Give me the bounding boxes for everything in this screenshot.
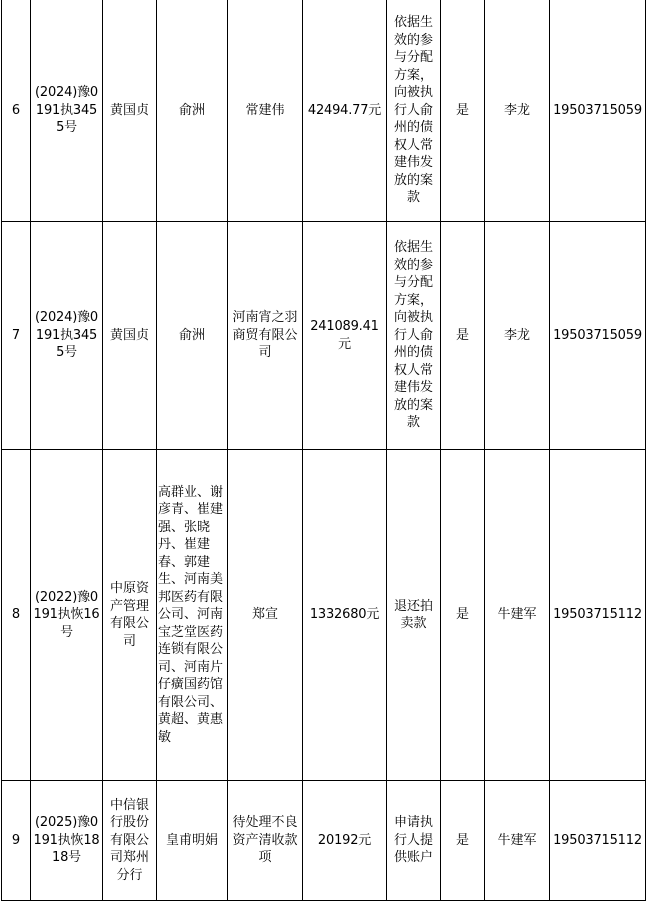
case-number: (2024)豫0191执3455号 bbox=[31, 222, 103, 450]
judge: 李龙 bbox=[485, 222, 550, 450]
amount: 241089.41元 bbox=[303, 222, 387, 450]
confirmed: 是 bbox=[441, 450, 485, 781]
respondent: 高群业、谢彦青、崔建强、张晓丹、崔建春、郭建生、河南美邦医药有限公司、河南宝芝堂医药连锁有限公司、河南片仔癀国药馆有限公司、黄超、黄惠敏 bbox=[157, 450, 228, 781]
confirmed: 是 bbox=[441, 0, 485, 222]
table-row bbox=[2, 0, 646, 222]
row-index: 9 bbox=[2, 781, 31, 901]
phone: 19503715059 bbox=[550, 0, 646, 222]
table-row bbox=[2, 450, 646, 781]
case-number: (2025)豫0191执恢1818号 bbox=[31, 781, 103, 901]
phone: 19503715112 bbox=[550, 450, 646, 781]
phone: 19503715112 bbox=[550, 781, 646, 901]
confirmed: 是 bbox=[441, 781, 485, 901]
amount: 20192元 bbox=[303, 781, 387, 901]
judge: 李龙 bbox=[485, 0, 550, 222]
reason: 申请执行人提供账户 bbox=[387, 781, 441, 901]
case-number: (2022)豫0191执恢16号 bbox=[31, 450, 103, 781]
applicant: 中信银行股份有限公司郑州分行 bbox=[103, 781, 157, 901]
confirmed: 是 bbox=[441, 222, 485, 450]
applicant: 黄国贞 bbox=[103, 222, 157, 450]
judge: 牛建军 bbox=[485, 450, 550, 781]
amount: 1332680元 bbox=[303, 450, 387, 781]
row-index: 8 bbox=[2, 450, 31, 781]
row-index: 6 bbox=[2, 0, 31, 222]
reason: 依据生效的参与分配方案，向被执行人俞州的债权人常建伟发放的案款 bbox=[387, 0, 441, 222]
case-number: (2024)豫0191执3455号 bbox=[31, 0, 103, 222]
reason: 依据生效的参与分配方案，向被执行人俞州的债权人常建伟发放的案款 bbox=[387, 222, 441, 450]
respondent: 皇甫明娟 bbox=[157, 781, 228, 901]
payee: 待处理不良资产清收款项 bbox=[228, 781, 303, 901]
reason: 退还拍卖款 bbox=[387, 450, 441, 781]
payee: 郑宣 bbox=[228, 450, 303, 781]
table-row bbox=[2, 222, 646, 450]
payee: 常建伟 bbox=[228, 0, 303, 222]
respondent: 俞洲 bbox=[157, 0, 228, 222]
table-row bbox=[2, 781, 646, 901]
respondent: 俞洲 bbox=[157, 222, 228, 450]
applicant: 黄国贞 bbox=[103, 0, 157, 222]
judge: 牛建军 bbox=[485, 781, 550, 901]
row-index: 7 bbox=[2, 222, 31, 450]
phone: 19503715059 bbox=[550, 222, 646, 450]
payee: 河南宵之羽商贸有限公司 bbox=[228, 222, 303, 450]
amount: 42494.77元 bbox=[303, 0, 387, 222]
case-payment-table bbox=[1, 0, 646, 901]
applicant: 中原资产管理有限公司 bbox=[103, 450, 157, 781]
